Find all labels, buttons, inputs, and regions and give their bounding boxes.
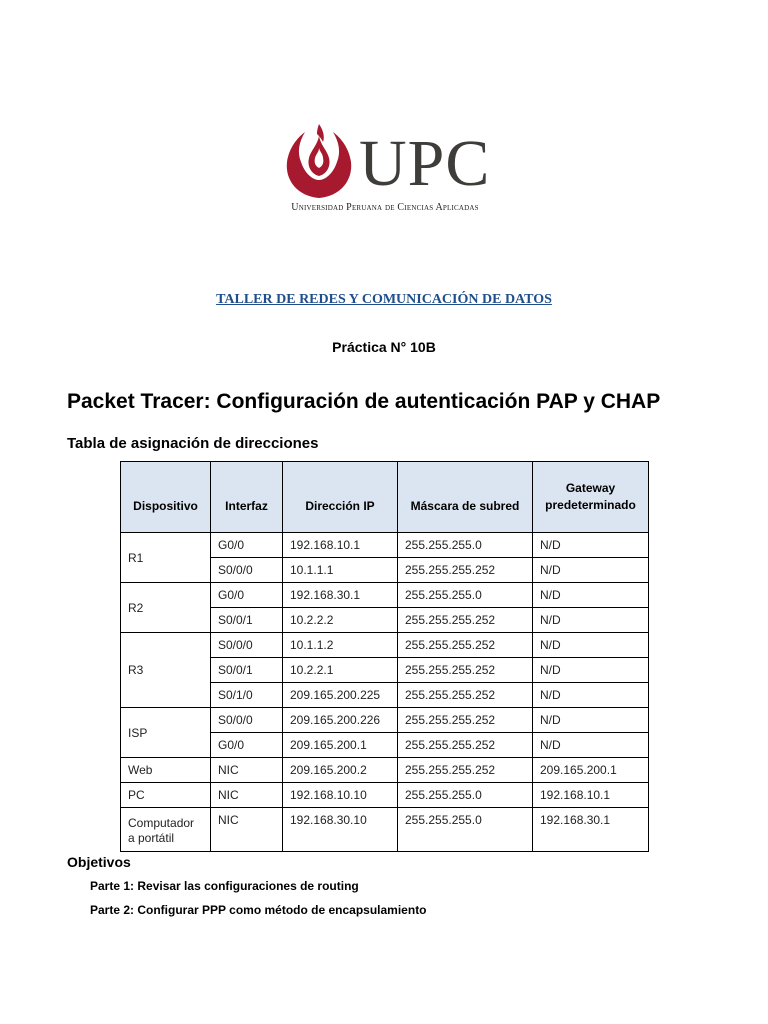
cell-device: PC [121,783,211,808]
cell-gateway: N/D [533,608,649,633]
cell-ip: 10.1.1.2 [283,633,398,658]
cell-gateway: N/D [533,683,649,708]
cell-device: Computador a portátil [121,808,211,852]
objectives-heading: Objetivos [67,854,131,870]
cell-mask: 255.255.255.252 [398,658,533,683]
cell-ip: 209.165.200.1 [283,733,398,758]
cell-interface: NIC [211,783,283,808]
practice-number: Práctica N° 10B [332,339,436,355]
cell-gateway: 192.168.30.1 [533,808,649,852]
cell-interface: S0/0/0 [211,708,283,733]
header-mask: Máscara de subred [398,462,533,533]
cell-gateway: N/D [533,633,649,658]
cell-ip: 192.168.10.10 [283,783,398,808]
cell-interface: NIC [211,758,283,783]
cell-mask: 255.255.255.252 [398,708,533,733]
cell-interface: G0/0 [211,733,283,758]
table-row [121,533,649,558]
logo-subtitle: Universidad Peruana de Ciencias Aplicadas [291,202,479,213]
cell-ip: 192.168.30.10 [283,808,398,852]
cell-mask: 255.255.255.252 [398,608,533,633]
cell-interface: NIC [211,808,283,852]
objective-part-1: Parte 1: Revisar las configuraciones de routing [90,879,359,893]
cell-mask: 255.255.255.252 [398,758,533,783]
cell-mask: 255.255.255.0 [398,533,533,558]
address-table [120,461,649,852]
table-header-row [121,462,649,533]
cell-interface: G0/0 [211,583,283,608]
cell-gateway: N/D [533,558,649,583]
cell-mask: 255.255.255.0 [398,583,533,608]
cell-interface: S0/0/1 [211,608,283,633]
table-caption: Tabla de asignación de direcciones [67,435,319,452]
cell-gateway: N/D [533,533,649,558]
cell-ip: 192.168.30.1 [283,583,398,608]
cell-mask: 255.255.255.252 [398,558,533,583]
cell-interface: S0/1/0 [211,683,283,708]
cell-device: Web [121,758,211,783]
cell-ip: 192.168.10.1 [283,533,398,558]
page-title: Packet Tracer: Configuración de autenticación PAP y CHAP [67,390,661,413]
cell-ip: 10.2.2.2 [283,608,398,633]
cell-gateway: N/D [533,708,649,733]
upc-flame-icon [283,118,355,202]
header-ip: Dirección IP [283,462,398,533]
cell-gateway: N/D [533,583,649,608]
table-row [121,783,649,808]
cell-ip: 209.165.200.2 [283,758,398,783]
cell-ip: 10.2.2.1 [283,658,398,683]
cell-gateway: 209.165.200.1 [533,758,649,783]
cell-gateway: N/D [533,658,649,683]
cell-interface: S0/0/0 [211,558,283,583]
cell-device: R2 [121,583,211,633]
upc-logo [283,118,503,218]
header-device: Dispositivo [121,462,211,533]
table-row [121,633,649,658]
header-interface: Interfaz [211,462,283,533]
cell-ip: 209.165.200.226 [283,708,398,733]
cell-mask: 255.255.255.252 [398,733,533,758]
cell-gateway: 192.168.10.1 [533,783,649,808]
table-row [121,583,649,608]
cell-interface: S0/0/0 [211,633,283,658]
table-row [121,808,649,852]
objective-part-2: Parte 2: Configurar PPP como método de encapsulamiento [90,903,427,917]
cell-gateway: N/D [533,733,649,758]
cell-interface: G0/0 [211,533,283,558]
course-title: TALLER DE REDES Y COMUNICACIÓN DE DATOS [216,292,552,307]
table-row [121,758,649,783]
cell-mask: 255.255.255.252 [398,683,533,708]
cell-mask: 255.255.255.0 [398,783,533,808]
cell-mask: 255.255.255.252 [398,633,533,658]
table-row [121,708,649,733]
cell-device: R1 [121,533,211,583]
cell-interface: S0/0/1 [211,658,283,683]
cell-device: R3 [121,633,211,708]
cell-mask: 255.255.255.0 [398,808,533,852]
cell-ip: 209.165.200.225 [283,683,398,708]
logo-wordmark: UPC [359,127,491,200]
header-gateway: Gateway predeterminado [533,462,649,533]
cell-ip: 10.1.1.1 [283,558,398,583]
cell-device: ISP [121,708,211,758]
